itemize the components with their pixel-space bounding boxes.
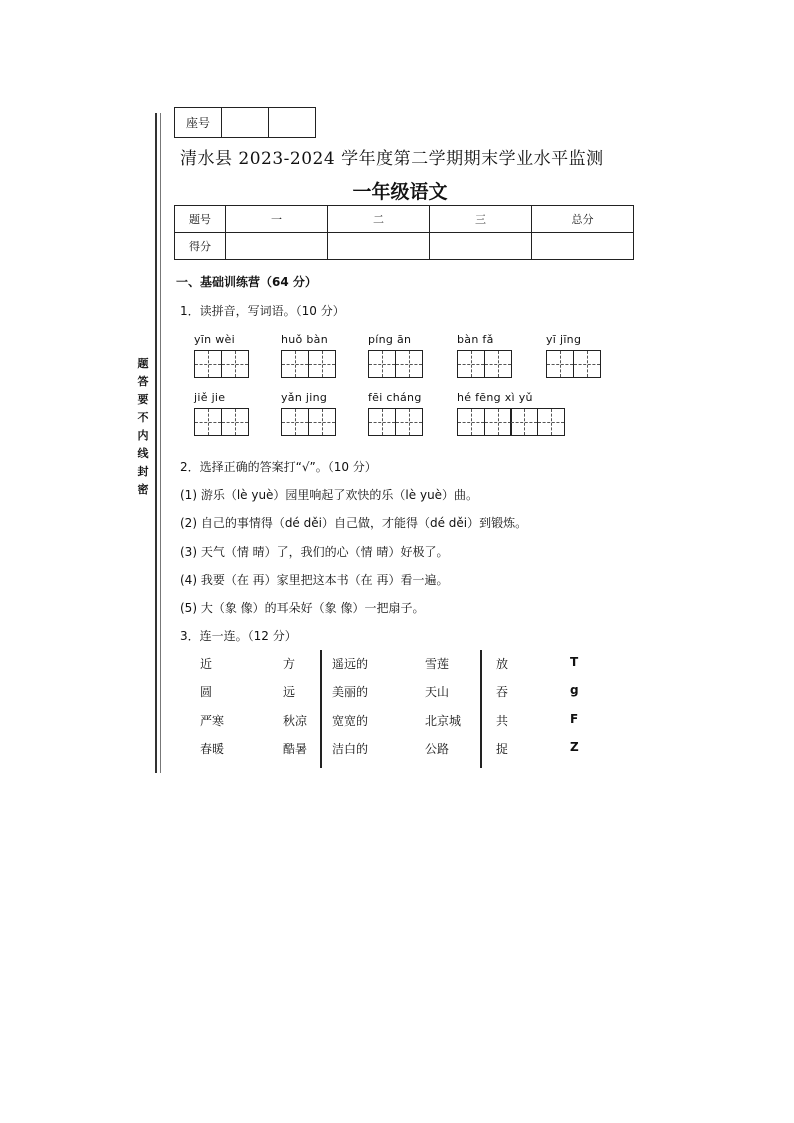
match-right[interactable]: 雪莲	[425, 657, 450, 671]
match-right[interactable]: 天山	[425, 685, 450, 699]
seal-char: 封	[137, 465, 149, 478]
seal-char: 内	[137, 429, 149, 442]
pinyin-item	[457, 391, 564, 436]
match-right[interactable]: 酷暑	[283, 742, 308, 756]
writing-cell[interactable]	[484, 408, 512, 436]
match-right[interactable]: 方	[283, 657, 296, 671]
seal-char: 答	[137, 375, 149, 388]
match-left[interactable]: 春暖	[200, 742, 225, 756]
match-right[interactable]: T	[570, 655, 579, 669]
seal-warning	[136, 355, 150, 499]
seal-char: 密	[137, 483, 149, 496]
match-left[interactable]: 宽宽的	[332, 714, 369, 728]
pinyin-label: yī jīng	[546, 333, 582, 346]
match-left[interactable]: 吞	[496, 685, 509, 699]
match-right[interactable]: 北京城	[425, 714, 462, 728]
score-header: 二	[328, 206, 430, 233]
seat-box[interactable]	[222, 108, 269, 138]
pinyin-item	[368, 391, 422, 436]
match-left[interactable]: 洁白的	[332, 742, 369, 756]
seat-box[interactable]	[269, 108, 316, 138]
writing-cell[interactable]	[221, 350, 249, 378]
pinyin-item	[194, 391, 247, 436]
pinyin-label: fēi cháng	[368, 391, 422, 404]
score-cell[interactable]	[328, 233, 430, 260]
seat-label: 座号	[175, 108, 222, 138]
writing-cell[interactable]	[546, 350, 574, 378]
exam-title: 清水县 2023-2024 学年度第二学期期末学业水平监测	[180, 149, 604, 169]
score-cell[interactable]	[430, 233, 532, 260]
score-table	[174, 205, 634, 260]
match-left[interactable]: 放	[496, 657, 509, 671]
question-1-prompt: 1．读拼音，写词语。（10 分）	[180, 304, 345, 318]
pinyin-label: jiě jie	[194, 391, 226, 404]
pinyin-item	[194, 333, 247, 378]
match-right[interactable]: 秋凉	[283, 714, 308, 728]
match-right[interactable]: 公路	[425, 742, 450, 756]
writing-cell[interactable]	[484, 350, 512, 378]
choice-line: (5) 大（象 像）的耳朵好（象 像）一把扇子。	[180, 601, 425, 615]
binding-line-inner	[160, 113, 161, 773]
score-header: 三	[430, 206, 532, 233]
writing-cell[interactable]	[194, 408, 222, 436]
writing-cell[interactable]	[281, 408, 309, 436]
score-header: 一	[226, 206, 328, 233]
score-cell[interactable]	[226, 233, 328, 260]
pinyin-item	[281, 391, 334, 436]
pinyin-label: hé fēng xì yǔ	[457, 391, 533, 404]
match-right[interactable]: Z	[570, 740, 579, 754]
writing-cell[interactable]	[457, 408, 485, 436]
pinyin-item	[546, 333, 599, 378]
writing-cell[interactable]	[395, 408, 423, 436]
writing-cell[interactable]	[308, 350, 336, 378]
match-right[interactable]: g	[570, 683, 579, 697]
question-3-prompt: 3．连一连。（12 分）	[180, 629, 297, 643]
pinyin-item	[368, 333, 421, 378]
score-header: 题号	[175, 206, 226, 233]
choice-line: (2) 自己的事情得（dé děi）自己做，才能得（dé děi）到锻炼。	[180, 516, 528, 530]
pinyin-item	[457, 333, 510, 378]
writing-cell[interactable]	[573, 350, 601, 378]
match-left[interactable]: 捉	[496, 742, 509, 756]
match-right[interactable]: F	[570, 712, 579, 726]
match-left[interactable]: 严寒	[200, 714, 225, 728]
question-2-prompt: 2．选择正确的答案打“√”。（10 分）	[180, 460, 377, 474]
match-left[interactable]: 共	[496, 714, 509, 728]
pinyin-label: yǎn jing	[281, 391, 328, 404]
score-row-label: 得分	[175, 233, 226, 260]
writing-cell[interactable]	[194, 350, 222, 378]
column-divider	[480, 650, 482, 768]
section-heading: 一、基础训练营（64 分）	[176, 275, 317, 289]
match-left[interactable]: 遥远的	[332, 657, 369, 671]
pinyin-label: píng ān	[368, 333, 412, 346]
seal-char: 不	[137, 411, 149, 424]
score-header: 总分	[532, 206, 634, 233]
pinyin-label: huǒ bàn	[281, 333, 328, 346]
choice-line: (4) 我要（在 再）家里把这本书（在 再）看一遍。	[180, 573, 449, 587]
match-left[interactable]: 美丽的	[332, 685, 369, 699]
writing-cell[interactable]	[221, 408, 249, 436]
seat-number-table	[174, 107, 316, 138]
writing-cell[interactable]	[537, 408, 565, 436]
exam-subtitle: 一年级语文	[352, 181, 448, 203]
match-right[interactable]: 远	[283, 685, 296, 699]
binding-line	[155, 113, 157, 773]
writing-cell[interactable]	[510, 408, 538, 436]
writing-cell[interactable]	[281, 350, 309, 378]
writing-cell[interactable]	[368, 408, 396, 436]
choice-line: (3) 天气（情 晴）了，我们的心（情 晴）好极了。	[180, 545, 449, 559]
seal-char: 题	[137, 357, 149, 370]
choice-line: (1) 游乐（lè yuè）园里响起了欢快的乐（lè yuè）曲。	[180, 488, 479, 502]
writing-cell[interactable]	[368, 350, 396, 378]
seal-char: 线	[137, 447, 149, 460]
writing-cell[interactable]	[308, 408, 336, 436]
writing-cell[interactable]	[457, 350, 485, 378]
pinyin-label: yīn wèi	[194, 333, 235, 346]
column-divider	[320, 650, 322, 768]
match-left[interactable]: 圆	[200, 685, 213, 699]
match-left[interactable]: 近	[200, 657, 213, 671]
pinyin-label: bàn fǎ	[457, 333, 494, 346]
score-cell[interactable]	[532, 233, 634, 260]
writing-cell[interactable]	[395, 350, 423, 378]
pinyin-item	[281, 333, 334, 378]
seal-char: 要	[137, 393, 149, 406]
